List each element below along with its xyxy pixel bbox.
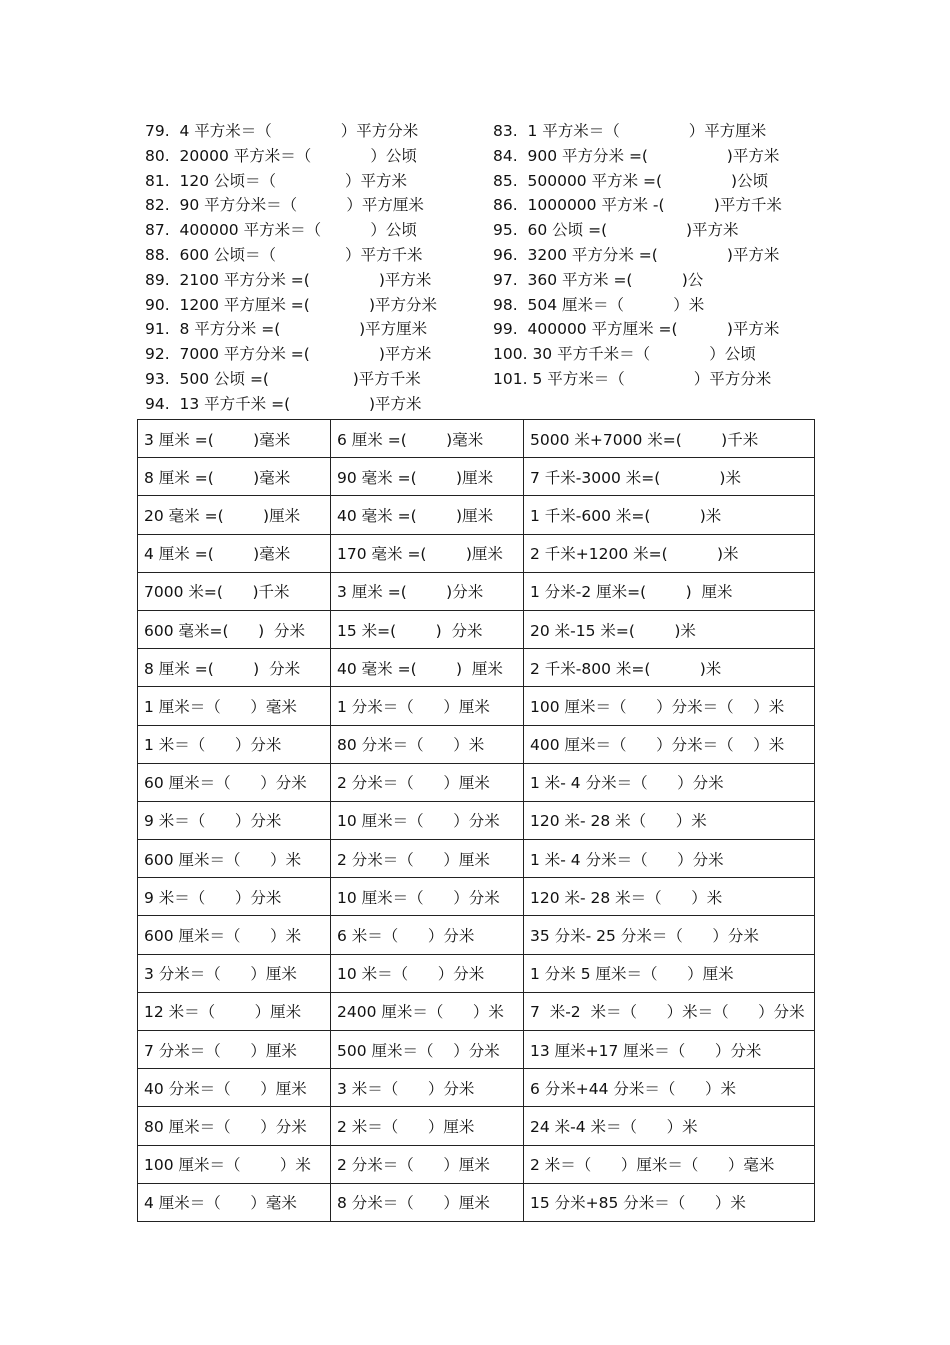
- exercise-line: 96. 3200 平方分米 =( )平方米: [493, 245, 780, 264]
- table-cell: 24 米-4 米＝（ ）米: [524, 1107, 815, 1145]
- table-row: [138, 878, 815, 916]
- exercise-line: 85. 500000 平方米 =( )公顷: [493, 171, 769, 190]
- exercise-line: 100. 30 平方千米＝（ ）公顷: [493, 345, 756, 364]
- table-cell: 2 千米-800 米=( )米: [524, 649, 815, 687]
- table-cell: 12 米＝（ ）厘米: [138, 992, 331, 1030]
- exercise-line: 79. 4 平方米＝（ ）平方分米: [145, 122, 419, 140]
- table-row: [138, 649, 815, 687]
- table-cell: 1 米- 4 分米＝（ ）分米: [524, 763, 815, 801]
- table-row: [138, 1107, 815, 1145]
- table-row: [138, 992, 815, 1030]
- table-cell: 6 米＝（ ）分米: [331, 916, 524, 954]
- exercise-line: 90. 1200 平方厘米 =( )平方分米: [145, 295, 438, 314]
- table-row: [138, 1031, 815, 1069]
- area-conversion-list-left: [145, 119, 437, 417]
- table-cell: 100 厘米＝（ ）分米＝（ ）米: [524, 687, 815, 725]
- exercise-line: 82. 90 平方分米＝（ ）平方厘米: [145, 196, 424, 215]
- exercise-line: 94. 13 平方千米 =( )平方米: [145, 394, 422, 413]
- table-cell: 2 分米＝（ ）厘米: [331, 840, 524, 878]
- table-cell: 8 厘米 =( ) 分米: [138, 649, 331, 687]
- table-cell: 9 米＝（ ）分米: [138, 878, 331, 916]
- table-cell: 3 分米＝（ ）厘米: [138, 954, 331, 992]
- table-row: [138, 1069, 815, 1107]
- table-cell: 400 厘米＝（ ）分米＝（ ）米: [524, 725, 815, 763]
- exercise-line: 92. 7000 平方分米 =( )平方米: [145, 345, 432, 364]
- exercise-line: 93. 500 公顷 =( )平方千米: [145, 369, 421, 388]
- table-cell: 1 厘米＝（ ）毫米: [138, 687, 331, 725]
- table-cell: 2 分米＝（ ）厘米: [331, 1145, 524, 1183]
- table-cell: 2 米＝（ ）厘米: [331, 1107, 524, 1145]
- table-cell: 7 千米-3000 米=( )米: [524, 458, 815, 496]
- exercise-line: 91. 8 平方分米 =( )平方厘米: [145, 320, 428, 339]
- table-cell: 6 分米+44 分米＝（ ）米: [524, 1069, 815, 1107]
- exercise-line: 83. 1 平方米＝（ ）平方厘米: [493, 122, 767, 140]
- table-cell: 600 厘米＝（ ）米: [138, 840, 331, 878]
- exercise-line: 97. 360 平方米 =( )公: [493, 270, 704, 289]
- table-cell: 20 毫米 =( )厘米: [138, 496, 331, 534]
- table-row: [138, 572, 815, 610]
- table-cell: 90 毫米 =( )厘米: [331, 458, 524, 496]
- table-cell: 6 厘米 =( )毫米: [331, 420, 524, 458]
- table-cell: 35 分米- 25 分米＝（ ）分米: [524, 916, 815, 954]
- exercise-line: 88. 600 公顷＝（ ）平方千米: [145, 245, 423, 264]
- table-cell: 13 厘米+17 厘米＝（ ）分米: [524, 1031, 815, 1069]
- table-row: [138, 1183, 815, 1221]
- table-row: [138, 916, 815, 954]
- table-cell: 1 分米 5 厘米＝（ ）厘米: [524, 954, 815, 992]
- length-conversion-table: [137, 419, 815, 1222]
- table-cell: 80 分米＝（ ）米: [331, 725, 524, 763]
- table-cell: 2 分米＝（ ）厘米: [331, 763, 524, 801]
- table-row: [138, 840, 815, 878]
- table-cell: 120 米- 28 米＝（ ）米: [524, 878, 815, 916]
- table-cell: 15 米=( ) 分米: [331, 610, 524, 648]
- exercise-line: 80. 20000 平方米＝（ ）公顷: [145, 146, 417, 165]
- table-cell: 500 厘米＝（ ）分米: [331, 1031, 524, 1069]
- table-cell: 1 分米-2 厘米=( ) 厘米: [524, 572, 815, 610]
- table-row: [138, 458, 815, 496]
- table-row: [138, 801, 815, 839]
- table-row: [138, 420, 815, 458]
- exercise-line: 87. 400000 平方米＝（ ）公顷: [145, 221, 417, 240]
- table-cell: 1 米- 4 分米＝（ ）分米: [524, 840, 815, 878]
- table-row: [138, 725, 815, 763]
- table-row: [138, 763, 815, 801]
- table-cell: 3 厘米 =( )毫米: [138, 420, 331, 458]
- exercise-line: 84. 900 平方分米 =( )平方米: [493, 146, 780, 165]
- table-cell: 600 厘米＝（ ）米: [138, 916, 331, 954]
- table-row: [138, 496, 815, 534]
- table-cell: 10 厘米＝（ ）分米: [331, 878, 524, 916]
- table-cell: 10 厘米＝（ ）分米: [331, 801, 524, 839]
- table-cell: 20 米-15 米=( )米: [524, 610, 815, 648]
- table-cell: 170 毫米 =( )厘米: [331, 534, 524, 572]
- table-cell: 8 厘米 =( )毫米: [138, 458, 331, 496]
- table-cell: 600 毫米=( ) 分米: [138, 610, 331, 648]
- table-row: [138, 610, 815, 648]
- table-cell: 40 分米＝（ ）厘米: [138, 1069, 331, 1107]
- table-cell: 7000 米=( )千米: [138, 572, 331, 610]
- table-cell: 2 千米+1200 米=( )米: [524, 534, 815, 572]
- table-cell: 4 厘米＝（ ）毫米: [138, 1183, 331, 1221]
- table-cell: 80 厘米＝（ ）分米: [138, 1107, 331, 1145]
- table-cell: 40 毫米 =( ) 厘米: [331, 649, 524, 687]
- exercise-line: 95. 60 公顷 =( )平方米: [493, 221, 739, 240]
- table-cell: 15 分米+85 分米＝（ ）米: [524, 1183, 815, 1221]
- table-body: [138, 420, 815, 1222]
- table-row: [138, 534, 815, 572]
- table-cell: 7 分米＝（ ）厘米: [138, 1031, 331, 1069]
- table-cell: 1 米＝（ ）分米: [138, 725, 331, 763]
- table-cell: 1 分米＝（ ）厘米: [331, 687, 524, 725]
- table-cell: 3 厘米 =( )分米: [331, 572, 524, 610]
- table-row: [138, 687, 815, 725]
- table-cell: 2 米＝（ ）厘米＝（ ）毫米: [524, 1145, 815, 1183]
- exercise-line: 98. 504 厘米＝（ ）米: [493, 295, 705, 314]
- table-cell: 5000 米+7000 米=( )千米: [524, 420, 815, 458]
- area-conversion-list-right: [493, 119, 782, 392]
- exercise-line: 101. 5 平方米＝（ ）平方分米: [493, 369, 772, 388]
- table-cell: 60 厘米＝（ ）分米: [138, 763, 331, 801]
- exercise-line: 89. 2100 平方分米 =( )平方米: [145, 270, 432, 289]
- table-cell: 2400 厘米＝（ ）米: [331, 992, 524, 1030]
- exercise-line: 99. 400000 平方厘米 =( )平方米: [493, 320, 780, 339]
- table-cell: 7 米-2 米＝（ ）米＝（ ）分米: [524, 992, 815, 1030]
- exercise-line: 81. 120 公顷＝（ ）平方米: [145, 171, 407, 190]
- table-row: [138, 954, 815, 992]
- table-cell: 100 厘米＝（ ）米: [138, 1145, 331, 1183]
- table-cell: 40 毫米 =( )厘米: [331, 496, 524, 534]
- table-cell: 3 米＝（ ）分米: [331, 1069, 524, 1107]
- exercise-line: 86. 1000000 平方米 -( )平方千米: [493, 196, 782, 215]
- table-cell: 1 千米-600 米=( )米: [524, 496, 815, 534]
- table-cell: 10 米＝（ ）分米: [331, 954, 524, 992]
- table-cell: 9 米＝（ ）分米: [138, 801, 331, 839]
- table-row: [138, 1145, 815, 1183]
- table-cell: 4 厘米 =( )毫米: [138, 534, 331, 572]
- table-cell: 120 米- 28 米（ ）米: [524, 801, 815, 839]
- table-cell: 8 分米＝（ ）厘米: [331, 1183, 524, 1221]
